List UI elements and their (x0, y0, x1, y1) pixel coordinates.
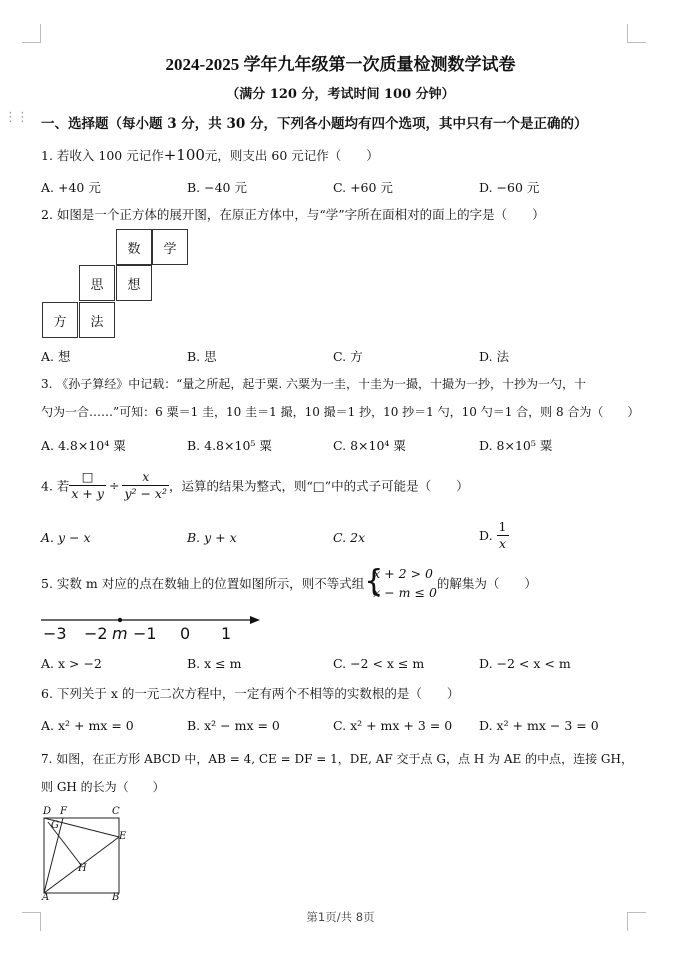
inequality-system: { x + 2 > 0 x − m ≤ 0 (364, 564, 437, 600)
corner-mark-top-right (627, 24, 646, 43)
page-title: 2024-2025 学年九年级第一次质量检测数学试卷 (165, 55, 516, 74)
plus-100-value: +100 (163, 146, 205, 164)
fraction-1-over-x: $\frac{1}{x}$ (498, 519, 507, 551)
q5-option-b: B. x ≤ m (187, 656, 242, 671)
q5-option-a: A. x > −2 (41, 656, 102, 671)
label-d: D (43, 806, 52, 817)
label-e: E (119, 831, 127, 842)
label-h: H (78, 863, 87, 874)
net-cell: 法 (79, 302, 115, 338)
question-5: 5. 实数 m 对应的点在数轴上的位置如图所示，则不等式组 { x + 2 > 0 x − m ≤ 0 的解集为（ ） (41, 564, 537, 600)
arrow-right-icon (250, 616, 260, 624)
point-m (118, 618, 122, 622)
left-brace-icon: { (364, 564, 384, 599)
net-cell: 学 (152, 229, 188, 265)
net-cell: 方 (42, 302, 78, 338)
fraction-x-over-y2-minus-x2: $\frac{x}{\text{y² − x²}}$ (124, 469, 167, 501)
drag-handle-icon[interactable]: ⋮⋮ (4, 110, 28, 125)
question-2: 2. 如图是一个正方体的展开图，在原正方体中，与“学”字所在面相对的面上的字是（ ） (41, 207, 545, 222)
page-footer: 第1页/共 8页 (306, 910, 375, 924)
question-3-line-1: 3. 《孙子算经》中记载：“量之所起，起于粟. 六粟为一圭，十圭为一撮，十撮为一抄，十抄为一勺，十 (41, 377, 587, 391)
q6-option-b: B. x² − mx = 0 (187, 718, 280, 733)
q1-option-d: D. −60 元 (479, 180, 540, 195)
net-cell: 想 (116, 265, 152, 301)
q3-option-a: A. 4.8×10⁴ 粟 (41, 438, 126, 453)
q3-option-d: D. 8×10⁵ 粟 (479, 438, 553, 453)
net-cell: 思 (79, 265, 115, 301)
question-7-line-2: 则 GH 的长为（ ） (41, 780, 165, 794)
fraction-box-over-x-plus-y: $\frac{□}{x + y}$ (71, 469, 104, 501)
corner-mark-top-left (22, 24, 41, 43)
section-heading: 一、选择题（每小题 3 分，共 30 分，下列各小题均有四个选项，其中只有一个是正确的） (41, 116, 588, 132)
q2-option-d: D. 法 (479, 349, 510, 364)
q5-option-d: D. −2 < x < m (479, 656, 571, 671)
q6-option-a: A. x² + mx = 0 (41, 718, 134, 733)
label-f: F (60, 806, 67, 817)
q6-option-c: C. x² + mx + 3 = 0 (333, 718, 453, 733)
tick-label: −2 (84, 624, 108, 643)
tick-label: 1 (221, 624, 232, 643)
q2-option-c: C. 方 (333, 349, 363, 364)
q1-option-a: A. +40 元 (41, 180, 101, 195)
net-cell: 数 (116, 229, 152, 265)
page-subtitle: （满分 120 分，考试时间 100 分钟） (226, 87, 455, 102)
tick-label: 0 (180, 624, 191, 643)
q2-option-b: B. 思 (187, 349, 217, 364)
q5-option-c: C. −2 < x ≤ m (333, 656, 425, 671)
question-6: 6. 下列关于 x 的一元二次方程中，一定有两个不相等的实数根的是（ ） (41, 686, 460, 701)
q1-option-b: B. −40 元 (187, 180, 247, 195)
q4-option-d: D. $\frac{1}{x}$ (479, 519, 507, 551)
tick-label: −3 (43, 624, 67, 643)
question-7-line-1: 7. 如图，在正方形 ABCD 中，AB = 4, CE = DF = 1，DE, AF 交于点 G，点 H 为 AE 的中点，连接 GH， (41, 752, 633, 766)
q3-option-b: B. 4.8×10⁵ 粟 (187, 438, 272, 453)
q6-option-d: D. x² + mx − 3 = 0 (479, 718, 599, 733)
label-c: C (112, 806, 120, 817)
q4-option-a: A. y − x (41, 530, 91, 545)
question-4: 4. 若 $\frac{□}{x + y}$ ÷ $\frac{x}{\text{y² − x²}}$ ，运算的结果为整式，则“□”中的式子可能是（ ） (41, 469, 469, 501)
q4-option-c: C. 2x (333, 530, 366, 545)
label-g: G (51, 820, 59, 831)
tick-label: m (112, 624, 128, 643)
q2-option-a: A. 想 (41, 349, 71, 364)
label-a: A (42, 892, 50, 903)
figure-labels (36, 806, 136, 906)
question-1: 1. 若收入 100 元记作+100元，则支出 60 元记作（ ） (41, 146, 379, 164)
q4-option-b: B. y + x (187, 530, 237, 545)
question-3-line-2: 勺为一合……”可知：6 粟＝1 圭，10 圭＝1 撮，10 撮＝1 抄，10 抄＝1 勺，10 勺＝1 合，则 8 合为（ ） (41, 405, 640, 419)
q3-option-c: C. 8×10⁴ 粟 (333, 438, 406, 453)
q1-option-c: C. +60 元 (333, 180, 393, 195)
tick-label: −1 (133, 624, 157, 643)
label-b: B (112, 892, 120, 903)
